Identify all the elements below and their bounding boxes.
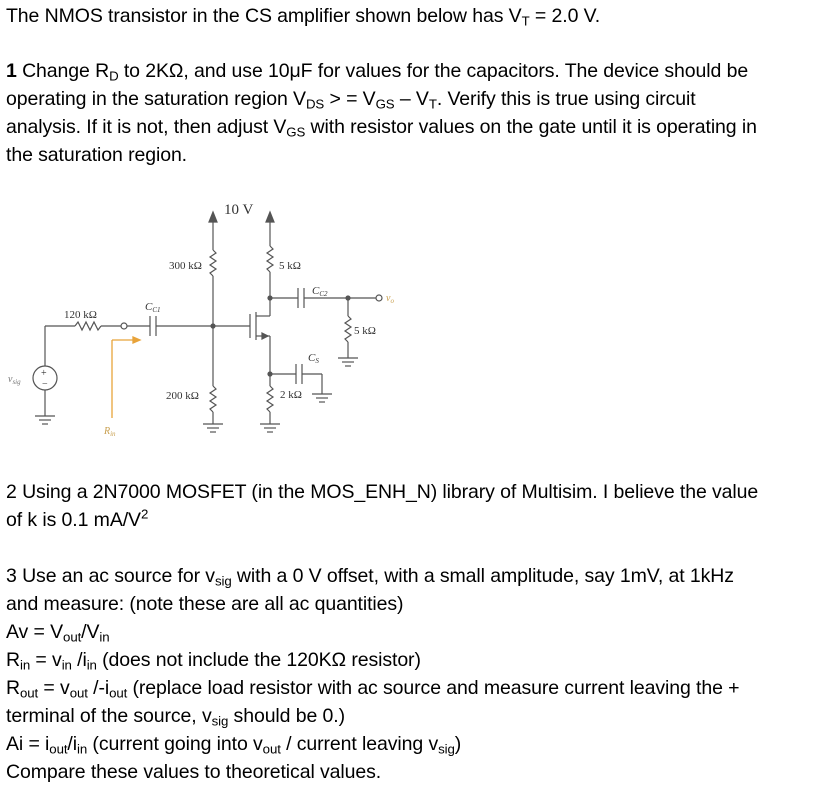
resistor-load-5k [345, 316, 351, 342]
ai-formula [6, 730, 461, 758]
text: and measure: (note these are all ac quantities) [6, 593, 404, 615]
subscript: out [109, 685, 128, 701]
resistor-source-2k [267, 386, 273, 412]
text: R [6, 649, 20, 671]
section1-line3 [6, 113, 757, 141]
text: > = V [324, 88, 376, 110]
section2-line2 [6, 506, 148, 534]
text: Compare these values to theoretical values. [6, 761, 382, 783]
subscript: sig [438, 741, 455, 757]
subscript: T [428, 96, 437, 112]
section3-line1 [6, 562, 734, 590]
rin-formula [6, 646, 421, 674]
output-terminal [376, 295, 382, 301]
text: = v [30, 649, 62, 671]
intro-text-end: = 2.0 V. [529, 5, 601, 27]
subscript: GS [375, 96, 395, 112]
section1-line2 [6, 85, 696, 113]
text: R [6, 677, 20, 699]
subscript: out [49, 741, 68, 757]
subscript: T [521, 13, 530, 29]
text: – V [394, 88, 429, 110]
subscript: sig [214, 573, 232, 589]
label-2k: 2 kΩ [280, 389, 302, 401]
rout-formula [6, 674, 739, 702]
subscript: in [61, 657, 72, 673]
text: /V [81, 621, 100, 643]
text: 2 Using a 2N7000 MOSFET (in the MOS_ENH_N) library of Multisim. I believe the value [6, 481, 759, 503]
compare-line [6, 758, 381, 786]
supply-arrow-right [266, 212, 274, 222]
subscript: D [109, 68, 119, 84]
text: (does not include the 120KΩ resistor) [96, 649, 421, 671]
resistor-200k [210, 386, 216, 412]
subscript: GS [286, 124, 306, 140]
subscript: in [99, 629, 110, 645]
section1-number: 1 [6, 60, 17, 82]
text: (current going into v [87, 733, 263, 755]
resistor-drain-5k [267, 246, 273, 272]
subscript: in [19, 657, 31, 673]
label-load-5k: 5 kΩ [354, 325, 376, 337]
text: Ai = i [6, 733, 50, 755]
mosfet-arrow [262, 333, 268, 339]
text: Av = V [6, 621, 64, 643]
text: with a 0 V offset, with a small amplitude, say 1mV, at 1kHz [231, 565, 734, 587]
av-formula [6, 618, 110, 646]
text: . Verify this is true using circuit [436, 88, 696, 110]
section1-line4 [6, 141, 187, 169]
label-vsig: $v_{sig}$ [8, 374, 21, 386]
supply-label: 10 V [224, 202, 254, 218]
section1-line1 [6, 57, 748, 85]
label-drain-5k: 5 kΩ [279, 260, 301, 272]
text: terminal of the source, v [6, 705, 212, 727]
subscript: in [76, 741, 88, 757]
cs-amplifier-circuit [0, 190, 420, 450]
text: with resistor values on the gate until it is operating in [305, 116, 757, 138]
label-cc1: CC1 [145, 301, 161, 314]
label-vo: $v_o$ [386, 293, 394, 305]
text: ) [454, 733, 462, 755]
label-200k: 200 kΩ [166, 390, 199, 402]
subscript: DS [305, 96, 325, 112]
source-minus: − [42, 379, 48, 390]
section2-line1 [6, 478, 758, 506]
subscript: out [63, 629, 82, 645]
intro-text: The NMOS transistor in the CS amplifier shown below has V [6, 5, 522, 27]
text: (replace load resistor with ac source and measure current leaving the + [127, 677, 740, 699]
text: should be 0.) [228, 705, 345, 727]
label-120k: 120 kΩ [64, 309, 97, 321]
text: analysis. If it is not, then adjust V [6, 116, 287, 138]
rout-formula-cont [6, 702, 345, 730]
label-300k: 300 kΩ [169, 260, 202, 272]
source-plus: + [41, 368, 47, 379]
input-terminal [121, 323, 127, 329]
subscript: sig [211, 713, 229, 729]
intro-line [6, 2, 600, 30]
subscript: out [262, 741, 281, 757]
text: / current leaving v [280, 733, 439, 755]
label-cs: CS [308, 352, 319, 365]
resistor-300k [210, 250, 216, 276]
label-cc2: CC2 [312, 285, 328, 298]
text: the saturation region. [6, 144, 188, 166]
subscript: in [86, 657, 97, 673]
text: Change R [16, 60, 110, 82]
text: /i [71, 649, 87, 671]
text: = v [38, 677, 70, 699]
text: operating in the saturation region V [6, 88, 306, 110]
resistor-120k [75, 322, 101, 330]
label-rin: $R_{in}$ [104, 426, 116, 438]
text: of k is 0.1 mA/V [6, 509, 141, 531]
superscript: 2 [140, 506, 149, 522]
section3-line2 [6, 590, 403, 618]
supply-arrow-left [209, 212, 217, 222]
text: to 2KΩ, and use 10μF for values for the capacitors. The device should be [118, 60, 749, 82]
text: /-i [87, 677, 110, 699]
text: /i [67, 733, 77, 755]
text: 3 Use an ac source for v [6, 565, 215, 587]
rin-arrow [133, 337, 140, 343]
subscript: out [19, 685, 39, 701]
subscript: out [69, 685, 88, 701]
